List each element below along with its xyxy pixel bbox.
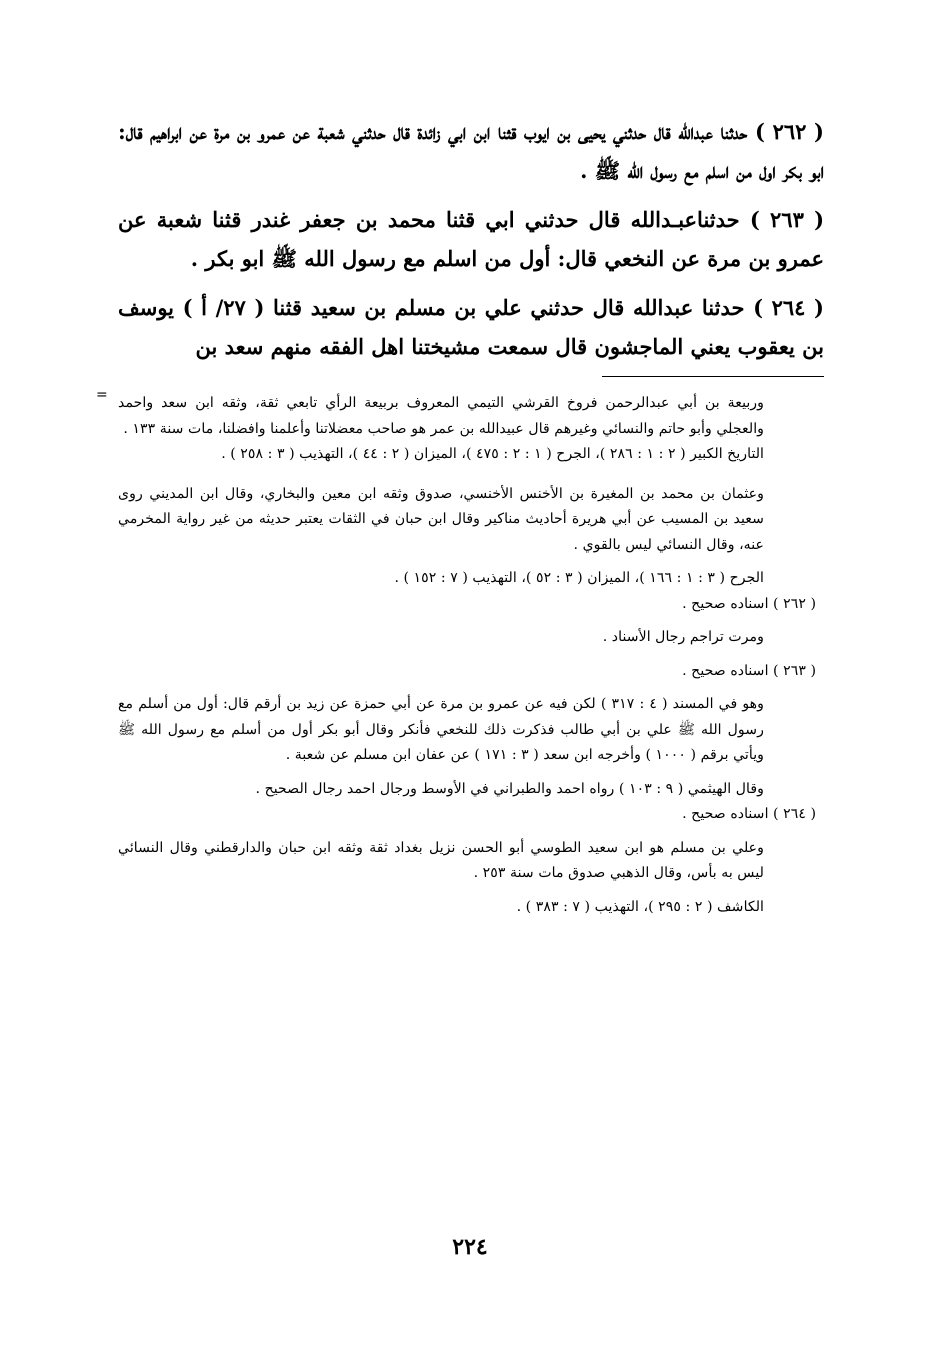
footnote-263-haythami: وقال الهيثمي ( ٩ : ١٠٣ ) رواه احمد والطبراني في الأوسط ورجال احمد رجال الصحيح . (255, 780, 764, 797)
footnotes (96, 387, 824, 920)
hadith-263: ( ٢٦٣ ) حدثناعبـدالله قال حدثني ابي قثنا محمد بن جعفر غندر قثنا شعبة عن عمرو بن مرة عن النخعي قال: أول من اسلم مع رسول الله ﷺ ابو بكر . (118, 207, 825, 271)
continuation-mark: = (96, 387, 108, 403)
footnote-divider (602, 376, 824, 377)
hadith-262: ( ٢٦٢ ) حدثنا عبدالله قال حدثني يحيى بن ايوب قثنا ابن ابي زائدة قال حدثني شعبة عن عمرو بن مرة عن ابراهيم قال: ابو بكر اول من اسلم مع رسول الله ﷺ . (118, 119, 824, 183)
footnote-rabia: وربيعة بن أبي عبدالرحمن فروخ القرشي التيمي المعروف بربيعة الرأي تابعي ثقة، وثقه ابن سعد واحمد والعجلي وأبو حاتم والنسائي وغيرهم قال عبيدالله بن عمر هو صاحب معضلاتنا وأعلمنا وافضلنا، مات سنة ١٣٣ . (118, 395, 764, 437)
footnote-264-ali: وعلي بن مسلم هو ابن سعيد الطوسي أبو الحسن نزيل بغداد ثقة وثقه ابن حبان والدارقطني وقال النسائي ليس به بأس، وقال الذهبي صدوق مات سنة ٢٥٣ . (118, 839, 764, 881)
footnote-262-note: ومرت تراجم رجال الأسناد . (602, 629, 764, 645)
footnote-uthman-refs: الجرح ( ٣ : ١ : ١٦٦ )، الميزان ( ٣ : ٥٢ )، التهذيب ( ٧ : ١٥٢ ) . (394, 570, 764, 586)
footnote-rabia-refs: التاريخ الكبير ( ٢ : ١ : ٢٨٦ )، الجرح ( ١ : ٢ : ٤٧٥ )، الميزان ( ٢ : ٤٤ )، التهذيب ( ٣ : ٢٥٨ ) . (221, 446, 764, 462)
footnote-264-refs: الكاشف ( ٢ : ٢٩٥ )، التهذيب ( ٧ : ٣٨٣ ) . (516, 898, 764, 915)
footnote-263-musnad: وهو في المسند ( ٤ : ٣١٧ ) لكن فيه عن عمرو بن مرة عن أبي حمزة عن زيد بن أرقم قال: أول من أسلم مع رسول الله ﷺ علي بن أبي طالب فذكرت ذلك للنخعي فأنكر وقال أبو بكر أول من أسلم مع رسول الله ﷺ ويأتي برقم ( ١٠٠٠ ) وأخرجه ابن سعد ( ٣ : ١٧١ ) عن عفان ابن مسلم عن شعبة . (118, 696, 764, 763)
page-number: ٢٢٤ (452, 1234, 488, 1260)
footnote-uthman: وعثمان بن محمد بن المغيرة بن الأخنس الأخنسي، صدوق وثقه ابن معين والبخاري، وقال ابن المديني روى سعيد بن المسيب عن أبي هريرة أحاديث مناكير وقال ابن حبان في الثقات يعتبر حديثه من غير رواية المخرمي عنه، وقال النسائي ليس بالقوي . (118, 485, 764, 553)
main-text (118, 112, 824, 366)
footnote-264-heading: ( ٢٦٤ ) اسناده صحيح . (682, 806, 816, 822)
hadith-264: ( ٢٦٤ ) حدثنا عبدالله قال حدثني علي بن مسلم بن سعيد قثنا ( ٢٧/ أ ) يوسف بن يعقوب يعني الماجشون قال سمعت مشيختنا اهل الفقه منهم سعد بن (118, 295, 824, 359)
footnote-262-heading: ( ٢٦٢ ) اسناده صحيح . (682, 595, 816, 612)
footnote-263-heading: ( ٢٦٣ ) اسناده صحيح . (682, 662, 816, 679)
page-content (96, 112, 825, 920)
